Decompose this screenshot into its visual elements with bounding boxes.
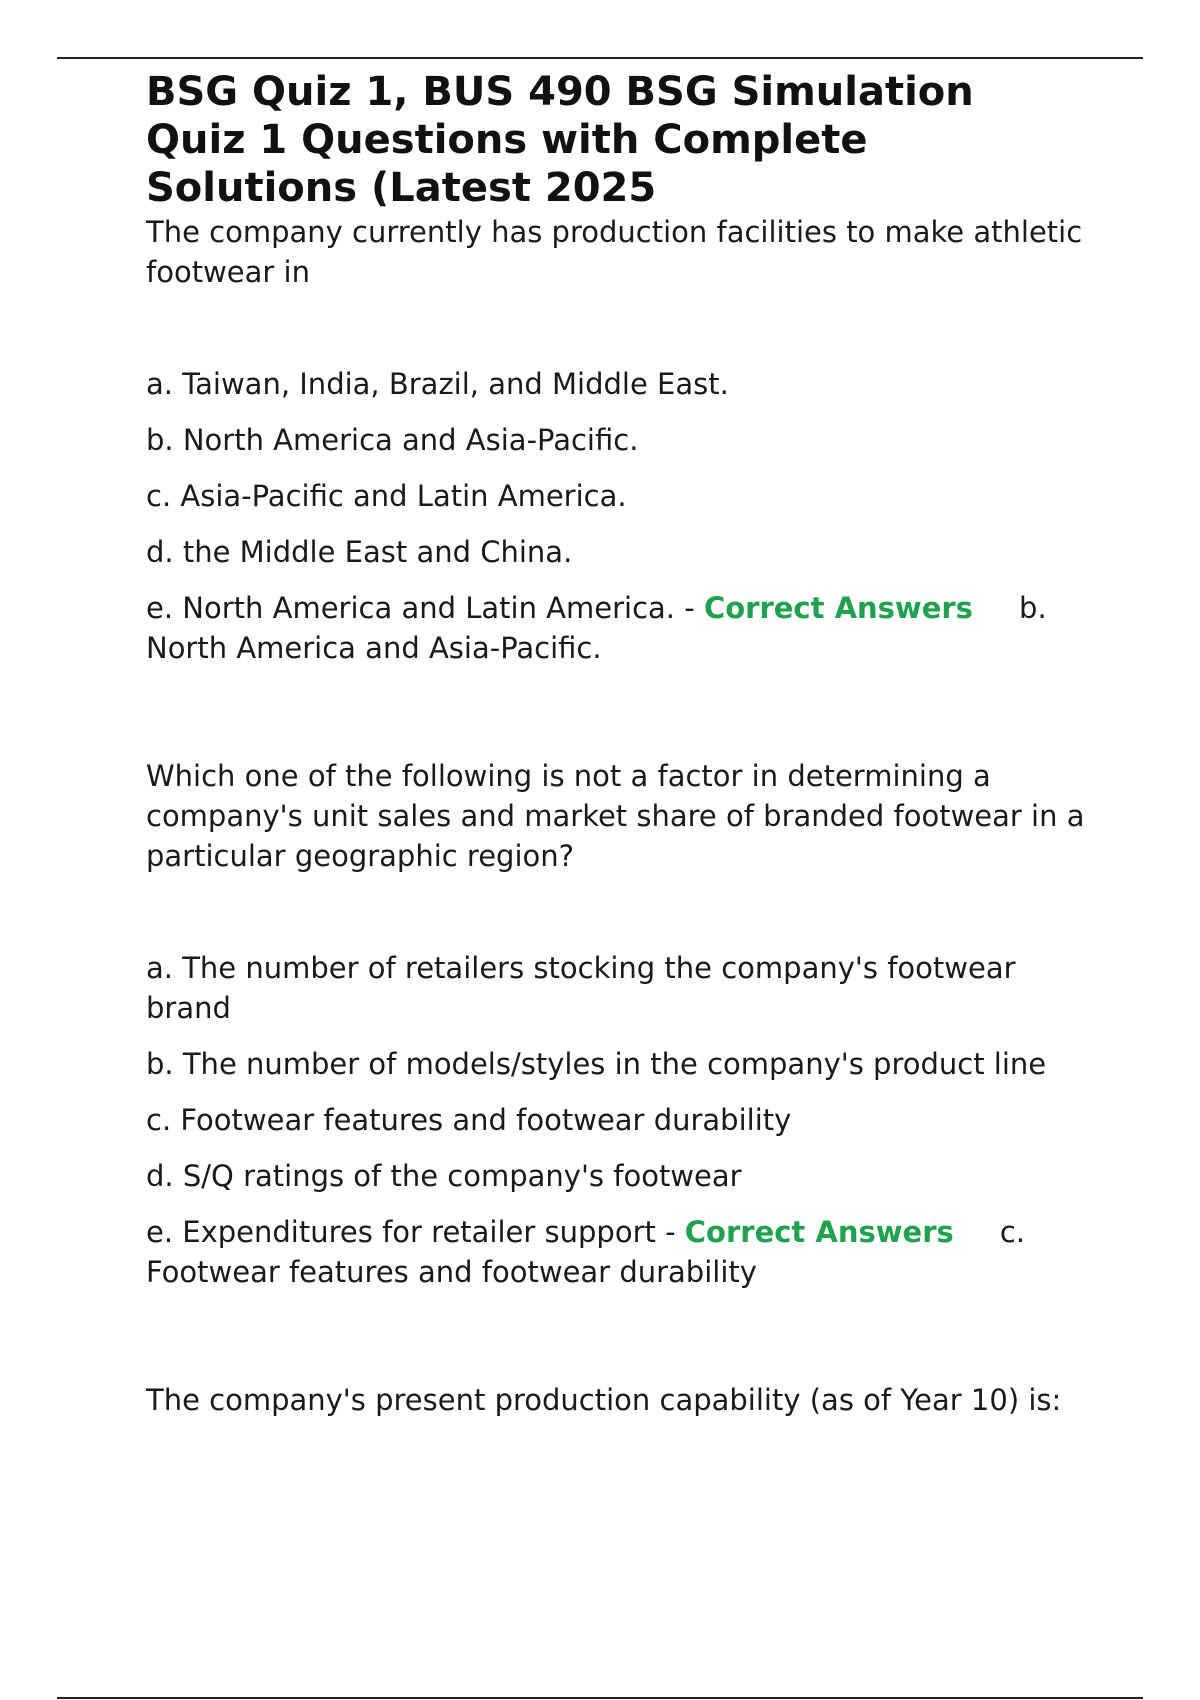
- answer-text: b. North America and Asia-Pacific.: [146, 591, 1047, 665]
- answer-text: c. Footwear features and footwear durability: [146, 1215, 1026, 1289]
- option-item: d. the Middle East and China.: [146, 535, 573, 569]
- option-item: b. The number of models/styles in the company's product line: [146, 1047, 1047, 1081]
- header-rule: [57, 57, 1143, 59]
- question-text: The company's present production capability (as of Year 10) is:: [146, 1383, 1062, 1417]
- footer-rule: [57, 1697, 1143, 1699]
- question-block: [146, 756, 1086, 1292]
- document-title: BSG Quiz 1, BUS 490 BSG Simulation Quiz 1 Questions with Complete Solutions (Latest 2025: [146, 69, 974, 211]
- option-text: e. North America and Latin America. -: [146, 591, 704, 625]
- option-list: [146, 364, 1086, 668]
- option-item: c. Footwear features and footwear durability: [146, 1103, 792, 1137]
- option-item: b. North America and Asia-Pacific.: [146, 423, 639, 457]
- question-block: [146, 212, 1086, 668]
- correct-answers-label: Correct Answers: [684, 1215, 954, 1249]
- correct-answers-label: Correct Answers: [703, 591, 973, 625]
- question-text: The company currently has production facilities to make athletic footwear in: [146, 215, 1083, 289]
- question-block: [146, 1380, 1086, 1420]
- option-item: a. The number of retailers stocking the company's footwear brand: [146, 951, 1016, 1025]
- question-text: Which one of the following is not a factor in determining a company's unit sales and market share of branded footwear in a particular geographic region?: [146, 759, 1085, 873]
- option-list: [146, 948, 1086, 1292]
- option-item: d. S/Q ratings of the company's footwear: [146, 1159, 742, 1193]
- option-text: e. Expenditures for retailer support -: [146, 1215, 685, 1249]
- document-body: [146, 68, 1086, 1420]
- option-item-with-answer: [146, 588, 1086, 668]
- option-item: c. Asia-Pacific and Latin America.: [146, 479, 627, 513]
- option-item-with-answer: [146, 1212, 1086, 1292]
- option-item: a. Taiwan, India, Brazil, and Middle East.: [146, 367, 729, 401]
